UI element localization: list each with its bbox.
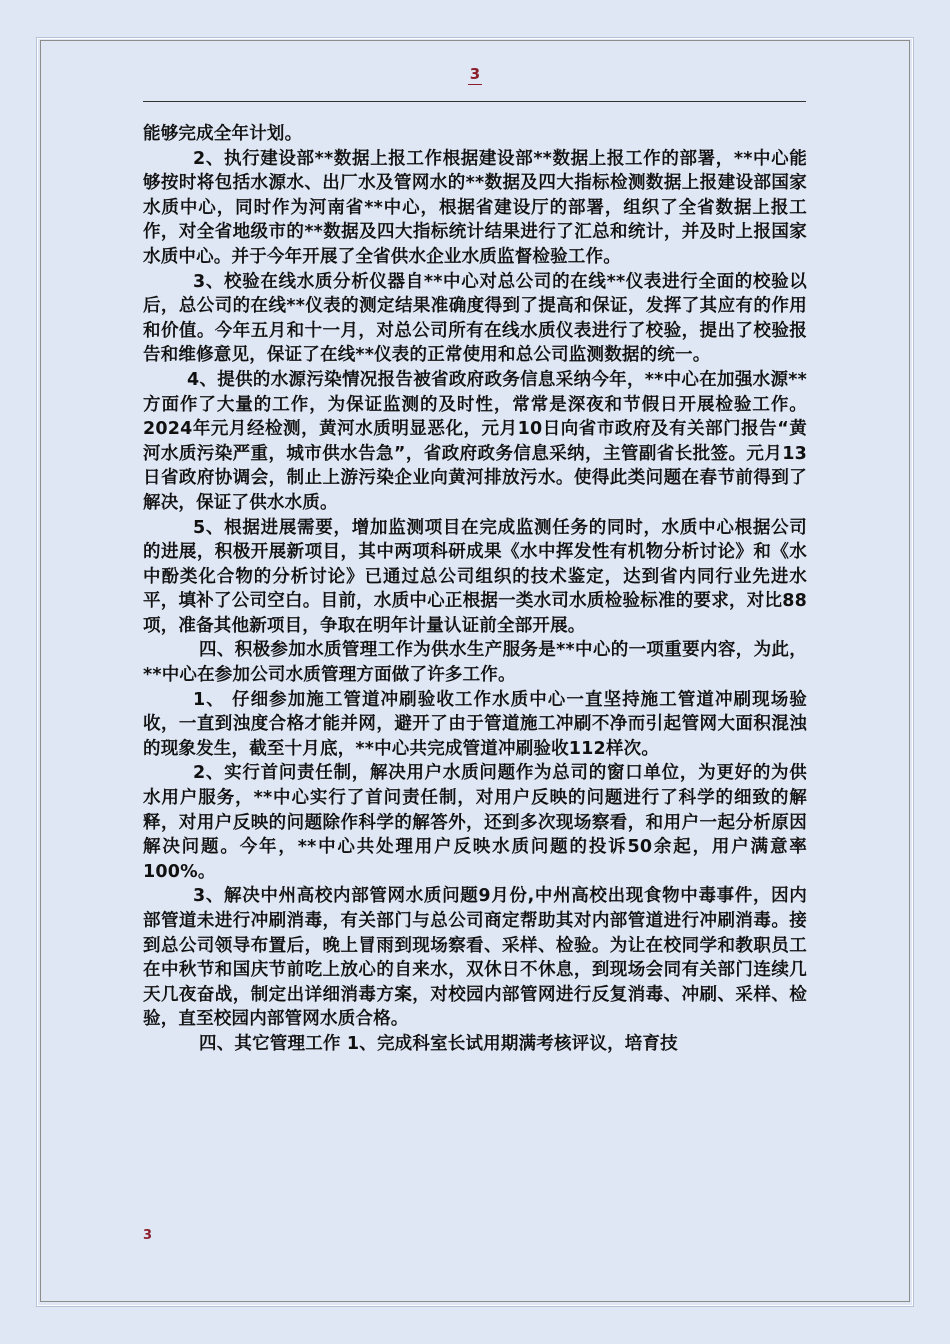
header-page-number: 3 <box>469 65 481 83</box>
document-body <box>143 122 807 1057</box>
paragraph: 四、其它管理工作 1、完成科室长试用期满考核评议，培育技 <box>199 1033 678 1054</box>
paragraph: 1、 仔细参加施工管道冲刷验收工作水质中心一直坚持施工管道冲刷现场验收，一直到浊度合格才能并网，避开了由于管道施工冲刷不净而引起管网大面积混浊的现象发生，截至十月底，**中心共完成管道冲刷验收112样次。 <box>143 689 807 759</box>
paragraph: 能够完成全年计划。 <box>143 124 303 144</box>
paragraph: 2、执行建设部**数据上报工作根据建设部**数据上报工作的部署，**中心能够按时将包括水源水、出厂水及管网水的**数据及四大指标检测数据上报建设部国家水质中心，同时作为河南省**中心，根据省建设厅的部署，组织了全省数据上报工作，对全省地级市的**数据及四大指标统计结果进行了汇总和统计，并及时上报国家水质中心。并于今年开展了全省供水企业水质监督检验工作。 <box>143 148 807 267</box>
header-rule <box>143 101 806 102</box>
paragraph: 四、积极参加水质管理工作为供水生产服务是**中心的一项重要内容，为此，**中心在参加公司水质管理方面做了许多工作。 <box>143 640 807 686</box>
footer-page-number: 3 <box>143 1228 153 1243</box>
paragraph: 3、解决中州高校内部管网水质问题9月份,中州高校出现食物中毒事件，因内部管道未进行冲刷消毒，有关部门与总公司商定帮助其对内部管道进行冲刷消毒。接到总公司领导布置后，晚上冒雨到现场察看、采样、检验。为让在校同学和教职员工在中秋节和国庆节前吃上放心的自来水，双休日不休息，到现场会同有关部门连续几天几夜奋战，制定出详细消毒方案，对校园内部管网进行反复消毒、冲刷、采样、检验，直至校园内部管网水质合格。 <box>143 886 807 1030</box>
paragraph: 4、提供的水源污染情况报告被省政府政务信息采纳今年，**中心在加强水源**方面作了大量的工作，为保证监测的及时性，常常是深夜和节假日开展检验工作。2024年元月经检测，黄河水质明显恶化，元月10日向省市政府及有关部门报告“黄河水质污染严重，城市供水告急”，省政府政务信息采纳，主管副省长批签。元月13日省政府协调会，制止上游污染企业向黄河排放污水。使得此类问题在春节前得到了解决，保证了供水水质。 <box>143 369 807 513</box>
paragraph: 3、校验在线水质分析仪器自**中心对总公司的在线**仪表进行全面的校验以后，总公司的在线**仪表的测定结果准确度得到了提高和保证，发挥了其应有的作用和价值。今年五月和十一月，对总公司所有在线水质仪表进行了校验，提出了校验报告和维修意见，保证了在线**仪表的正常使用和总公司监测数据的统一。 <box>143 271 807 366</box>
paragraph: 5、根据进展需要，增加监测项目在完成监测任务的同时，水质中心根据公司的进展，积极开展新项目，其中两项科研成果《水中挥发性有机物分析讨论》和《水中酚类化合物的分析讨论》已通过总公司组织的技术鉴定，达到省内同行业先进水平，填补了公司空白。目前，水质中心正根据一类水司水质检验标准的要求，对比88项，准备其他新项目，争取在明年计量认证前全部开展。 <box>143 517 807 636</box>
paragraph: 2、实行首问责任制，解决用户水质问题作为总司的窗口单位，为更好的为供水用户服务，**中心实行了首问责任制，对用户反映的问题进行了科学的细致的解释，对用户反映的问题除作科学的解答外，还到多次现场察看，和用户一起分析原因解决问题。今年，**中心共处理用户反映水质问题的投诉50余起，用户满意率100%。 <box>143 763 807 882</box>
